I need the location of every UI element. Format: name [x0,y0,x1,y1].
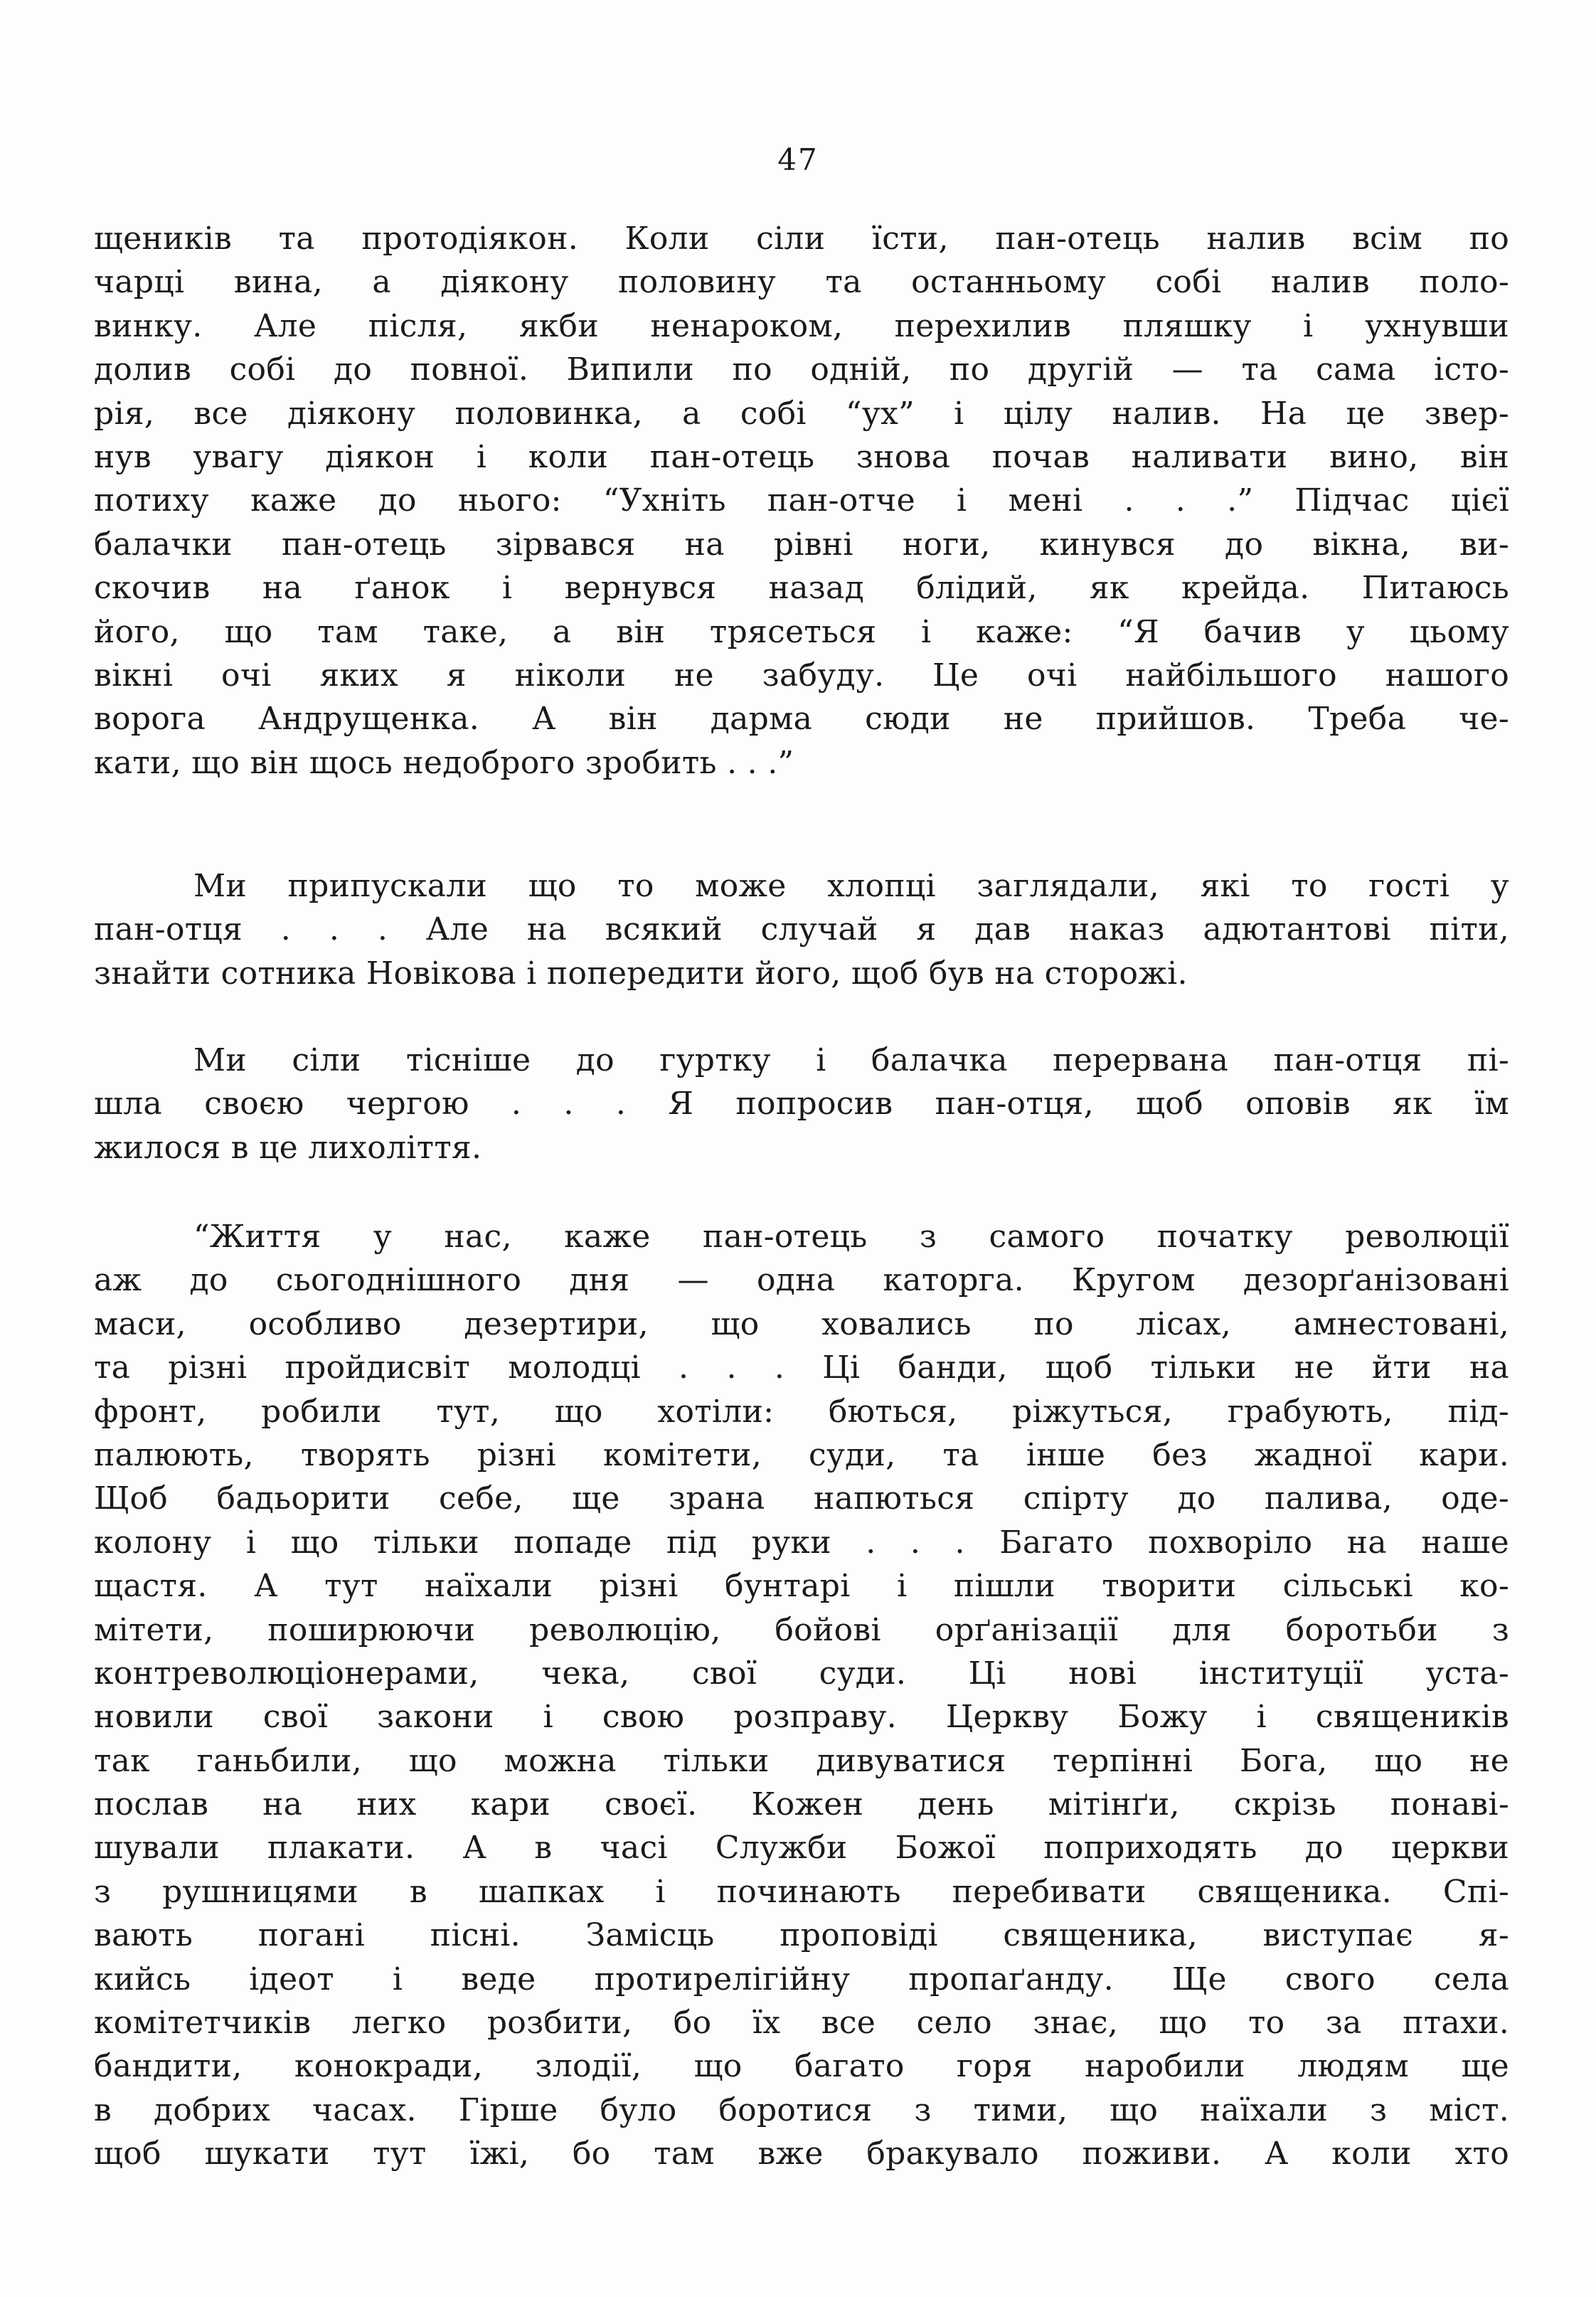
text-line: балачки пан-отець зірвався на рівні ноги, кинувся до вікна, ви- [94,526,1509,563]
text-line: шували плакати. А в часі Служби Божої поприходять до церкви [94,1830,1509,1867]
text-line: ворога Андрущенка. А він дарма сюди не прийшов. Треба че- [94,701,1509,738]
text-line: “Життя у нас, каже пан-отець з самого початку революції [193,1219,1509,1255]
text-line: вають погані пісні. Замісць проповіді священика, виступає я- [94,1917,1509,1954]
text-line: та різні пройдисвіт молодці . . . Ці банди, щоб тільки не йти на [94,1349,1509,1386]
paragraph-1 [94,217,1509,785]
page-number: 47 [777,142,819,177]
text-line: знайти сотника Новікова і попередити його, щоб був на сторожі. [94,955,1188,992]
text-line: скочив на ґанок і вернувся назад блідий, як крейда. Питаюсь [94,570,1509,607]
text-line: щастя. А тут наїхали різні бунтарі і пішли творити сільські ко- [94,1568,1509,1605]
text-line: Ми припускали що то може хлопці заглядали, які то гості у [193,868,1509,904]
text-line: аж до сьогоднішного дня — одна каторга. Кругом дезорґанізовані [94,1262,1509,1299]
text-line: щоб шукати тут їжі, бо там вже бракувало поживи. А коли хто [94,2136,1509,2173]
text-line: бандити, конокради, злодії, що багато горя наробили людям ще [94,2048,1509,2085]
text-line: пан-отця . . . Але на всякий случай я дав наказ адютантові піти, [94,911,1509,948]
text-line: долив собі до повної. Випили по одній, по другій — та сама істо- [94,351,1509,388]
text-line: в добрих часах. Гірше було боротися з тими, що наїхали з міст. [94,2091,1509,2128]
paragraph-3 [94,1039,1509,1169]
paragraph-4 [94,1215,1509,2176]
text-line: кийсь ідеот і веде протирелігійну пропаґанду. Ще свого села [94,1961,1509,1998]
text-line: з рушницями в шапках і починають перебивати священика. Спі- [94,1873,1509,1910]
text-line: Ми сіли тісніше до гуртку і балачка перервана пан-отця пі- [193,1042,1509,1078]
text-line: щеників та протодіякон. Коли сіли їсти, пан-отець налив всім по [94,221,1509,257]
text-line: кати, що він щось недоброго зробить . . .” [94,744,794,781]
text-line: фронт, робили тут, що хотіли: бються, ріжуться, грабують, під- [94,1393,1509,1430]
text-line: потиху каже до нього: “Ухніть пан-отче і мені . . .” Підчас цієї [94,482,1509,519]
text-line: його, що там таке, а він трясеться і каже: “Я бачив у цьому [94,613,1509,650]
text-line: контреволюціонерами, чека, свої суди. Ці нові інституції уста- [94,1655,1509,1692]
text-line: винку. Але після, якби ненароком, перехилив пляшку і ухнувши [94,307,1509,344]
text-line: шла своєю чергою . . . Я попросив пан-отця, щоб оповів як їм [94,1086,1509,1123]
text-line: чарці вина, а діякону половину та останньому собі налив поло- [94,264,1509,301]
text-line: жилося в це лихоліття. [94,1129,482,1166]
text-line: новили свої закони і свою розправу. Церкву Божу і священиків [94,1699,1509,1736]
text-line: вікні очі яких я ніколи не забуду. Це очі найбільшого нашого [94,657,1509,694]
text-line: колону і що тільки попаде під руки . . . Багато похворіло на наше [94,1524,1509,1561]
text-line: комітетчиків легко розбити, бо їх все село знає, що то за птахи. [94,2005,1509,2042]
paragraph-2 [94,864,1509,995]
text-line: рія, все діякону половинка, а собі “ух” і цілу налив. На це звер- [94,395,1509,432]
text-line: так ганьбили, що можна тільки дивуватися терпінні Бога, що не [94,1742,1509,1779]
text-line: палюють, творять різні комітети, суди, та інше без жадної кари. [94,1436,1509,1473]
text-line: нув увагу діякон і коли пан-отець знова почав наливати вино, він [94,438,1509,475]
text-line: Щоб бадьорити себе, ще зрана напються спірту до палива, оде- [94,1480,1509,1517]
text-line: мітети, поширюючи революцію, бойові орґанізації для боротьби з [94,1611,1509,1648]
text-line: маси, особливо дезертири, що ховались по лісах, амнестовані, [94,1305,1509,1342]
text-line: послав на них кари своєї. Кожен день мітінґи, скрізь понаві- [94,1786,1509,1823]
